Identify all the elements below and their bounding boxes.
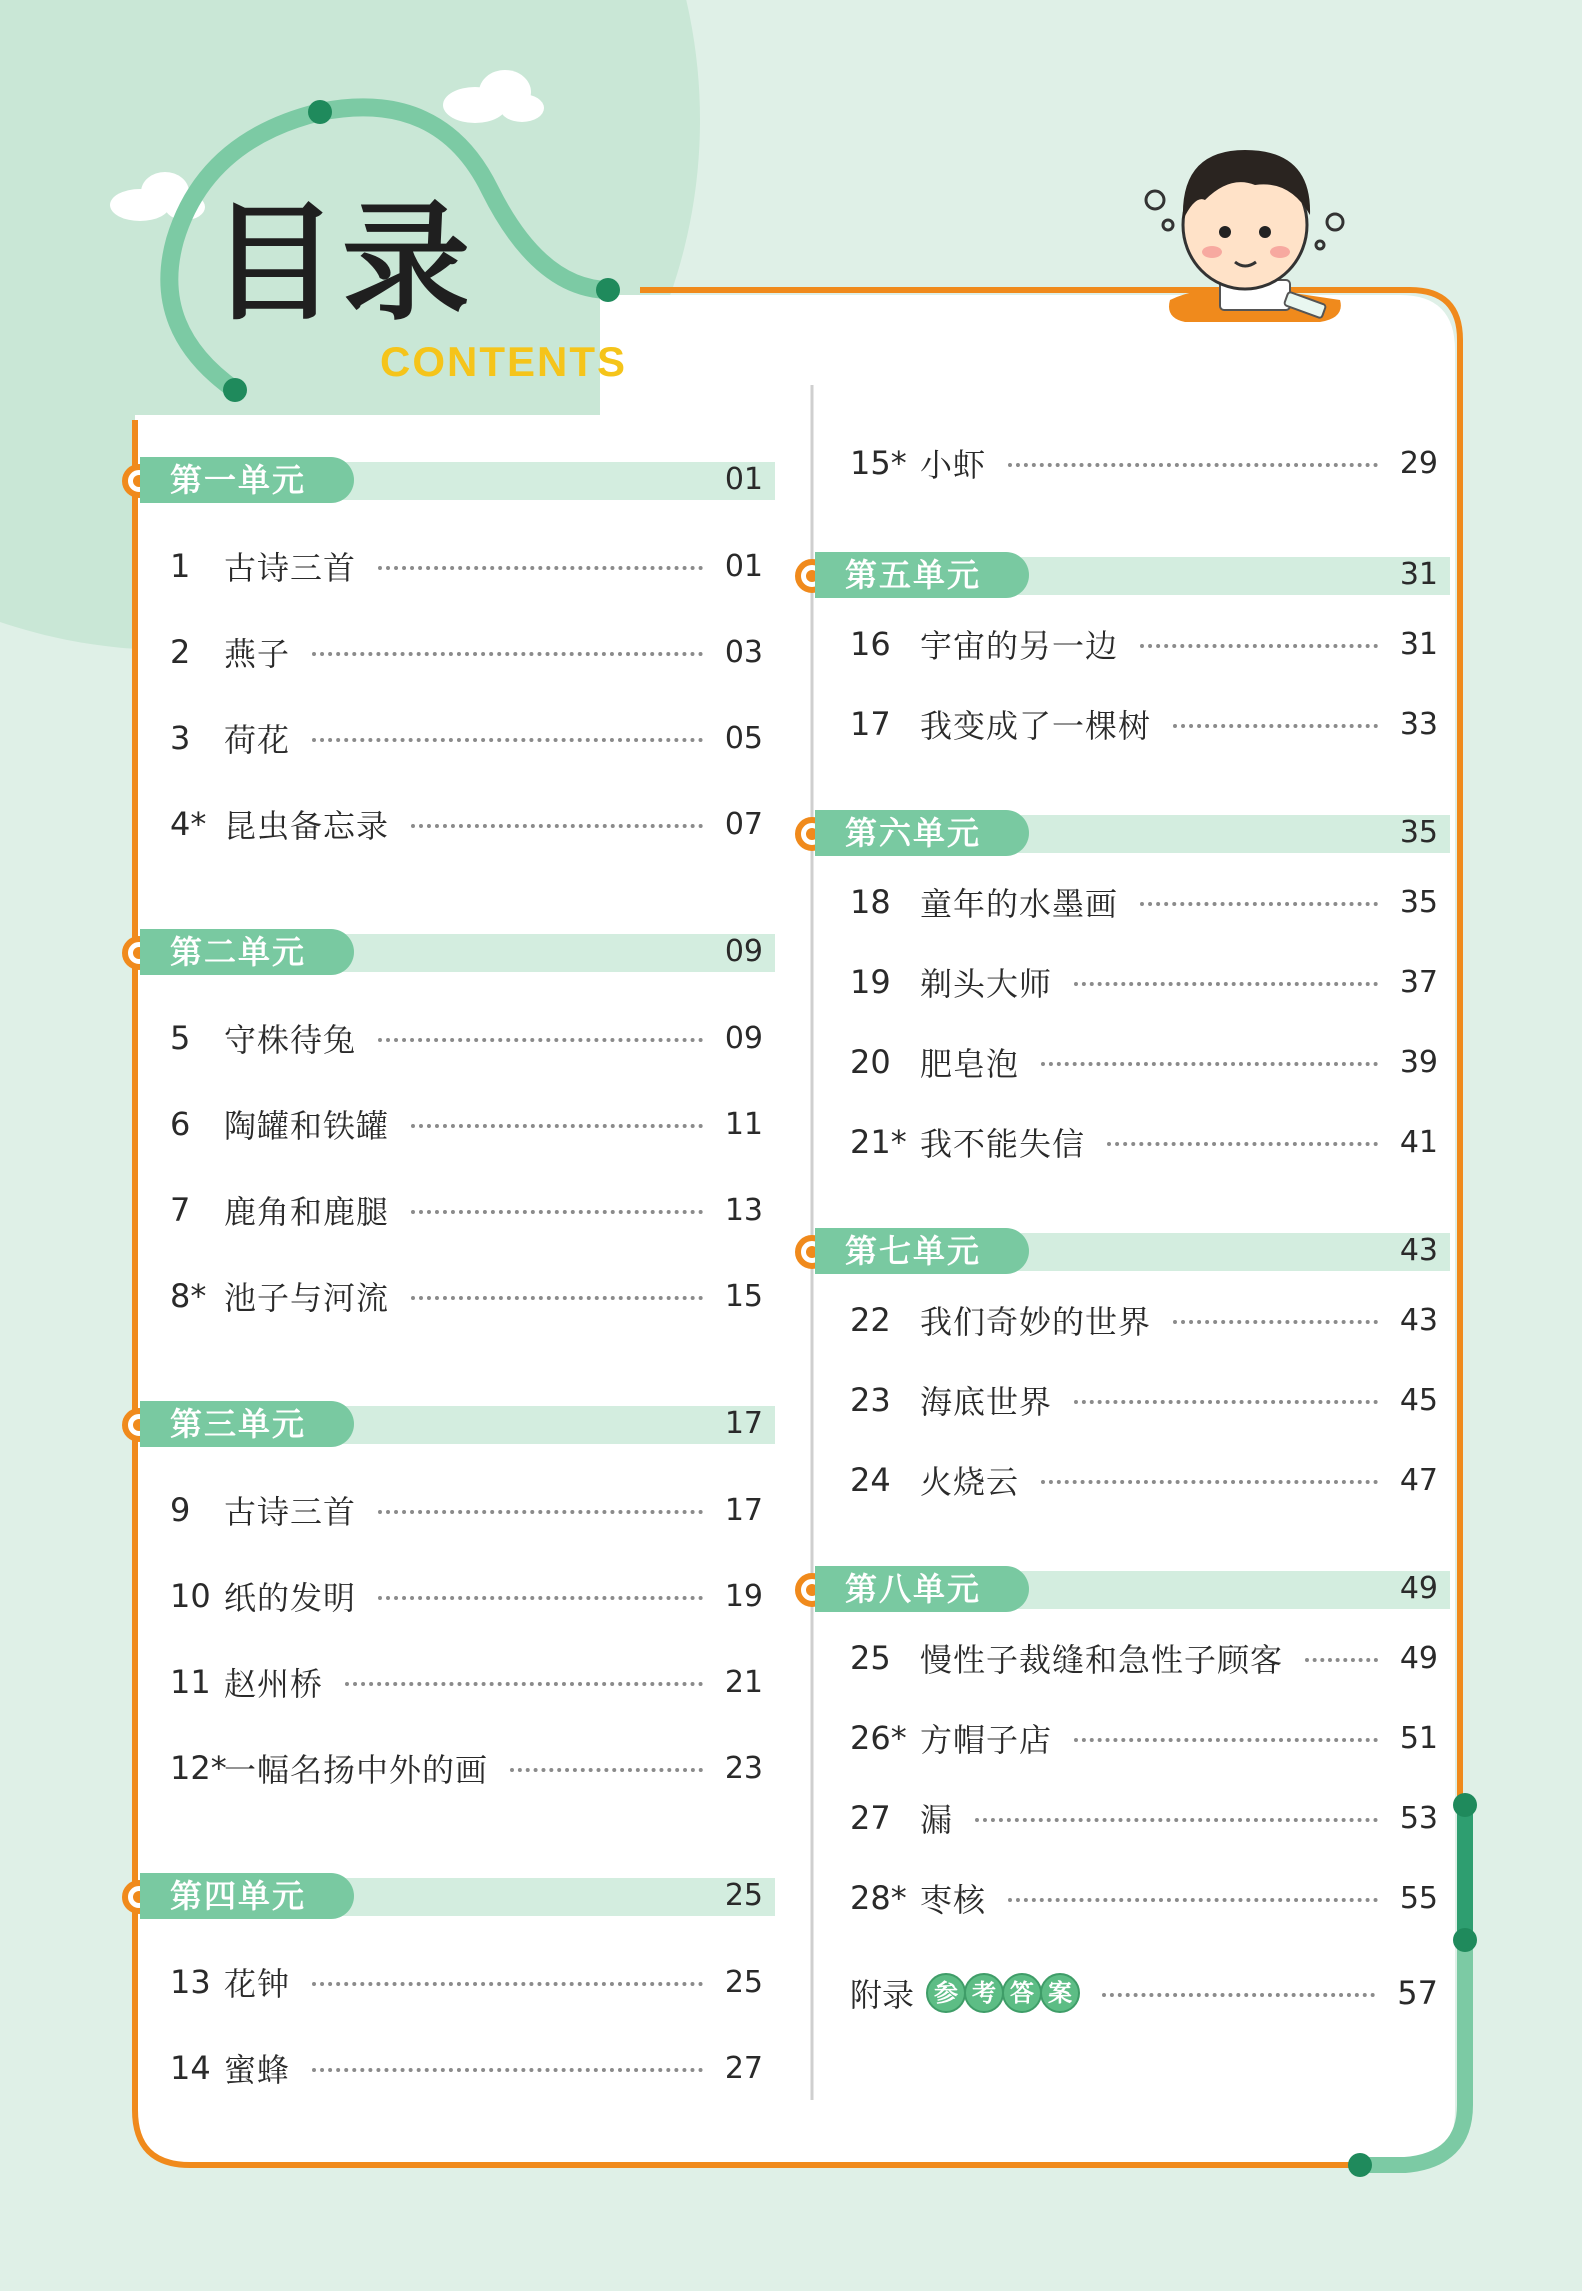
lesson-number: 13: [170, 1963, 211, 2001]
dot-leader: [1173, 1320, 1378, 1324]
badge-character: 案: [1040, 1973, 1080, 2013]
unit-title: 第一单元: [140, 457, 354, 503]
lesson-page-number: 41: [1399, 1124, 1438, 1160]
toc-entry[interactable]: [795, 1280, 1450, 1360]
unit-title: 第三单元: [140, 1401, 354, 1447]
dot-leader: [312, 738, 703, 742]
lesson-page-number: 09: [724, 1020, 763, 1056]
dot-leader: [1041, 1062, 1378, 1066]
lesson-title: 我们奇妙的世界: [920, 1303, 1152, 1341]
toc-entry[interactable]: [795, 1618, 1450, 1698]
unit-title: 第七单元: [815, 1228, 1029, 1274]
lesson-title: 池子与河流: [224, 1279, 390, 1317]
dot-leader: [378, 566, 703, 570]
dot-leader: [411, 1210, 703, 1214]
arc-dot: [1348, 2153, 1372, 2177]
toc-entry[interactable]: [120, 695, 775, 781]
toc-entry[interactable]: [120, 2025, 775, 2111]
lesson-page-number: 03: [724, 634, 763, 670]
lesson-number: 7: [170, 1191, 191, 1229]
unit-page-number: 01: [724, 462, 763, 497]
dot-leader: [1074, 982, 1378, 986]
section-gap: [795, 1182, 1450, 1226]
lesson-number: 15*: [850, 444, 907, 482]
unit-header[interactable]: [795, 1564, 1450, 1616]
lesson-number: 12*: [170, 1749, 227, 1787]
unit-title: 第四单元: [140, 1873, 354, 1919]
toc-entry[interactable]: [795, 1858, 1450, 1938]
toc-entry[interactable]: [795, 1698, 1450, 1778]
lesson-page-number: 19: [724, 1578, 763, 1614]
lesson-number: 11: [170, 1663, 211, 1701]
lesson-title: 小虾: [920, 446, 987, 484]
lesson-title: 古诗三首: [224, 1493, 357, 1531]
toc-entry[interactable]: [795, 1022, 1450, 1102]
lesson-page-number: 11: [724, 1106, 763, 1142]
toc-entry[interactable]: [795, 1778, 1450, 1858]
unit-page-number: 43: [1399, 1233, 1438, 1268]
badge-character: 考: [964, 1973, 1004, 2013]
lesson-page-number: 33: [1399, 706, 1438, 742]
section-gap: [795, 506, 1450, 550]
lesson-page-number: 39: [1399, 1044, 1438, 1080]
lesson-number: 3: [170, 719, 191, 757]
toc-entry[interactable]: [795, 684, 1450, 764]
lesson-page-number: 35: [1399, 884, 1438, 920]
lesson-title: 蜜蜂: [224, 2051, 291, 2089]
lesson-page-number: 17: [724, 1492, 763, 1528]
badge-character: 参: [926, 1973, 966, 2013]
lesson-page-number: 07: [724, 806, 763, 842]
unit-page-number: 09: [724, 934, 763, 969]
lesson-number: 26*: [850, 1719, 907, 1757]
lesson-title: 漏: [920, 1801, 954, 1839]
lesson-title: 赵州桥: [224, 1665, 324, 1703]
lesson-title: 古诗三首: [224, 549, 357, 587]
lesson-number: 6: [170, 1105, 191, 1143]
lesson-number: 21*: [850, 1123, 907, 1161]
lesson-page-number: 51: [1399, 1720, 1438, 1756]
toc-entry[interactable]: [120, 1253, 775, 1339]
unit-title: 第八单元: [815, 1566, 1029, 1612]
dot-leader: [1305, 1658, 1378, 1662]
lesson-page-number: 21: [724, 1664, 763, 1700]
appendix-page-number: 57: [1397, 1974, 1438, 2012]
lesson-page-number: 25: [724, 1964, 763, 2000]
toc-entry[interactable]: [120, 1467, 775, 1553]
lesson-number: 28*: [850, 1879, 907, 1917]
section-gap: [120, 867, 775, 927]
toc-entry[interactable]: [120, 1639, 775, 1725]
toc-entry[interactable]: [795, 942, 1450, 1022]
lesson-title: 昆虫备忘录: [224, 807, 390, 845]
lesson-number: 19: [850, 963, 891, 1001]
section-gap: [120, 1339, 775, 1399]
lesson-page-number: 31: [1399, 626, 1438, 662]
dot-leader: [510, 1768, 703, 1772]
dot-leader: [1008, 463, 1378, 467]
dot-leader: [411, 1124, 703, 1128]
arc-dot: [596, 278, 620, 302]
section-gap: [795, 764, 1450, 808]
lesson-number: 1: [170, 547, 191, 585]
lesson-page-number: 29: [1399, 445, 1438, 481]
lesson-number: 5: [170, 1019, 191, 1057]
page-title: 目录: [210, 189, 475, 338]
lesson-title: 方帽子店: [920, 1721, 1053, 1759]
arc-dot: [223, 378, 247, 402]
unit-header[interactable]: [795, 808, 1450, 860]
toc-right-column: [795, 420, 1450, 2036]
unit-page-number: 17: [724, 1406, 763, 1441]
lesson-page-number: 45: [1399, 1382, 1438, 1418]
lesson-number: 24: [850, 1461, 891, 1499]
unit-title: 第六单元: [815, 810, 1029, 856]
toc-entry[interactable]: [120, 1167, 775, 1253]
dot-leader: [1173, 724, 1378, 728]
dot-leader: [411, 824, 703, 828]
spacer: [120, 979, 775, 995]
lesson-number: 16: [850, 625, 891, 663]
lesson-number: 20: [850, 1043, 891, 1081]
dot-leader: [1107, 1142, 1378, 1146]
lesson-number: 9: [170, 1491, 191, 1529]
unit-header[interactable]: [795, 550, 1450, 602]
lesson-page-number: 15: [724, 1278, 763, 1314]
lesson-number: 18: [850, 883, 891, 921]
answer-key-badge: [928, 1973, 1080, 2013]
lesson-page-number: 13: [724, 1192, 763, 1228]
unit-page-number: 31: [1399, 557, 1438, 592]
dot-leader: [1008, 1898, 1378, 1902]
dot-leader: [312, 2068, 703, 2072]
lesson-title: 花钟: [224, 1965, 291, 2003]
page-subtitle: CONTENTS: [380, 338, 627, 385]
section-gap: [120, 1811, 775, 1871]
arc-dot: [308, 100, 332, 124]
unit-page-number: 25: [724, 1878, 763, 1913]
dot-leader: [378, 1596, 703, 1600]
lesson-title: 火烧云: [920, 1463, 1020, 1501]
lesson-title: 宇宙的另一边: [920, 627, 1119, 665]
dot-leader: [378, 1510, 703, 1514]
lesson-title: 鹿角和鹿腿: [224, 1193, 390, 1231]
lesson-title: 我不能失信: [920, 1125, 1086, 1163]
spacer: [120, 507, 775, 523]
toc-entry[interactable]: [795, 1440, 1450, 1520]
toc-entry[interactable]: [120, 1553, 775, 1639]
lesson-number: 27: [850, 1799, 891, 1837]
toc-entry[interactable]: [795, 862, 1450, 942]
unit-header[interactable]: [120, 1871, 775, 1923]
lesson-page-number: 37: [1399, 964, 1438, 1000]
unit-header[interactable]: [120, 927, 775, 979]
lesson-title: 燕子: [224, 635, 291, 673]
toc-left-column: [120, 455, 775, 2111]
unit-title: 第二单元: [140, 929, 354, 975]
lesson-number: 22: [850, 1301, 891, 1339]
toc-entry[interactable]: [120, 1939, 775, 2025]
lesson-title: 我变成了一棵树: [920, 707, 1152, 745]
lesson-title: 守株待兔: [224, 1021, 357, 1059]
lesson-title: 童年的水墨画: [920, 885, 1119, 923]
lesson-number: 14: [170, 2049, 211, 2087]
lesson-number: 4*: [170, 805, 207, 843]
lesson-page-number: 05: [724, 720, 763, 756]
toc-entry[interactable]: [120, 1725, 775, 1811]
dot-leader: [312, 652, 703, 656]
lesson-title: 枣核: [920, 1881, 987, 1919]
dot-leader: [1140, 902, 1378, 906]
unit-title: 第五单元: [815, 552, 1029, 598]
lesson-title: 纸的发明: [224, 1579, 357, 1617]
toc-entry[interactable]: [120, 1081, 775, 1167]
dot-leader: [378, 1038, 703, 1042]
toc-entry[interactable]: [795, 604, 1450, 684]
arc-dot: [1453, 1793, 1477, 1817]
lesson-title: 荷花: [224, 721, 291, 759]
toc-entry[interactable]: [120, 781, 775, 867]
dot-leader: [975, 1818, 1378, 1822]
toc-entry[interactable]: [120, 609, 775, 695]
unit-header[interactable]: [795, 1226, 1450, 1278]
lesson-title: 剃头大师: [920, 965, 1053, 1003]
dot-leader: [345, 1682, 703, 1686]
lesson-number: 25: [850, 1639, 891, 1677]
lesson-title: 陶罐和铁罐: [224, 1107, 390, 1145]
unit-page-number: 35: [1399, 815, 1438, 850]
lesson-number: 23: [850, 1381, 891, 1419]
dot-leader: [1074, 1400, 1378, 1404]
lesson-page-number: 01: [724, 548, 763, 584]
toc-entry[interactable]: [795, 1102, 1450, 1182]
lesson-number: 17: [850, 705, 891, 743]
lesson-title: 慢性子裁缝和急性子顾客: [920, 1641, 1284, 1679]
lesson-page-number: 49: [1399, 1640, 1438, 1676]
toc-entry[interactable]: [120, 995, 775, 1081]
dot-leader: [1041, 1480, 1378, 1484]
lesson-title: 一幅名扬中外的画: [224, 1751, 489, 1789]
lesson-number: 10: [170, 1577, 211, 1615]
dot-leader: [1074, 1738, 1378, 1742]
unit-header[interactable]: [120, 1399, 775, 1451]
badge-character: 答: [1002, 1973, 1042, 2013]
lesson-number: 2: [170, 633, 191, 671]
toc-entry[interactable]: [795, 420, 1450, 506]
arc-dot: [1453, 1928, 1477, 1952]
lesson-page-number: 27: [724, 2050, 763, 2086]
appendix-entry[interactable]: [795, 1950, 1450, 2036]
lesson-number: 8*: [170, 1277, 207, 1315]
unit-page-number: 49: [1399, 1571, 1438, 1606]
toc-entry[interactable]: [795, 1360, 1450, 1440]
lesson-page-number: 43: [1399, 1302, 1438, 1338]
lesson-page-number: 23: [724, 1750, 763, 1786]
lesson-title: 肥皂泡: [920, 1045, 1020, 1083]
unit-header[interactable]: [120, 455, 775, 507]
section-gap: [795, 1938, 1450, 1950]
lesson-page-number: 53: [1399, 1800, 1438, 1836]
section-gap: [795, 1520, 1450, 1564]
dot-leader: [411, 1296, 703, 1300]
spacer: [120, 1451, 775, 1467]
appendix-label: 附录: [850, 1976, 915, 2014]
spacer: [120, 1923, 775, 1939]
toc-entry[interactable]: [120, 523, 775, 609]
lesson-title: 海底世界: [920, 1383, 1053, 1421]
dot-leader: [312, 1982, 703, 1986]
dot-leader: [1140, 644, 1378, 648]
dot-leader: [1102, 1993, 1375, 1997]
lesson-page-number: 47: [1399, 1462, 1438, 1498]
lesson-page-number: 55: [1399, 1880, 1438, 1916]
